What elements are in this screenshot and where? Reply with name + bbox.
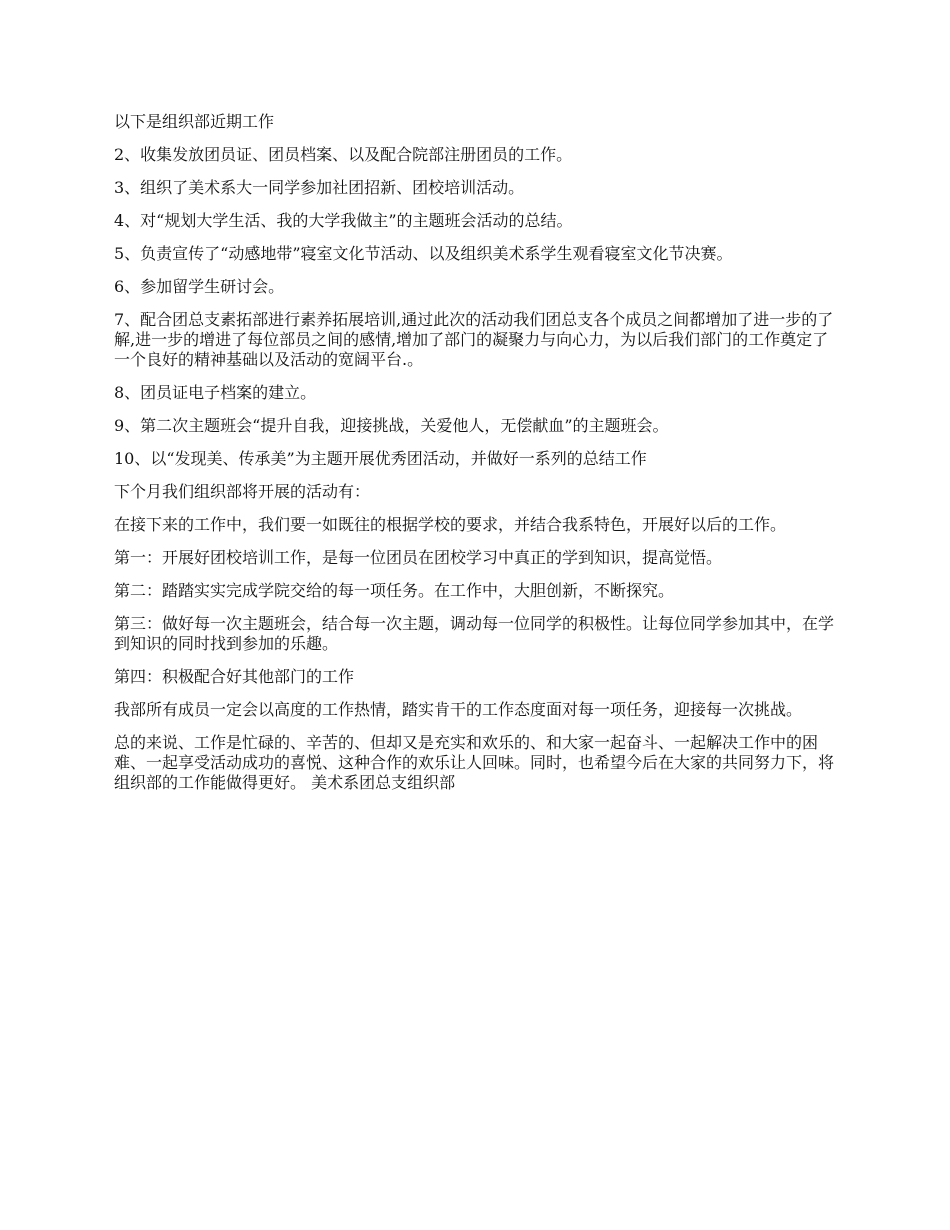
work-item-8: 8、团员证电子档案的建立。: [114, 383, 317, 402]
work-item-10: 10、以“发现美、传承美”为主题开展优秀团活动，并做好一系列的总结工作: [114, 449, 647, 468]
document-body: [114, 112, 842, 806]
intro-line: 以下是组织部近期工作: [114, 112, 275, 131]
plan-intro: 在接下来的工作中，我们要一如既往的根据学校的要求，并结合我系特色，开展好以后的工作。: [114, 515, 787, 534]
work-item-4: 4、对“规划大学生活、我的大学我做主”的主题班会活动的总结。: [114, 211, 573, 230]
next-month-heading: 下个月我们组织部将开展的活动有：: [114, 482, 371, 501]
plan-item-2: 第二：踏踏实实完成学院交给的每一项任务。在工作中，大胆创新，不断探究。: [114, 581, 675, 600]
summary-paragraph: 总的来说、工作是忙碌的、辛苦的、但却又是充实和欢乐的、和大家一起奋斗、一起解决工作中的困难、一起享受活动成功的喜悦、这种合作的欢乐让人回味。同时，也希望今后在大家的共同努力下，将组织部的工作能做得更好。 美术系团总支组织部: [114, 733, 835, 792]
work-item-7: 7、配合团总支素拓部进行素养拓展培训,通过此次的活动我们团总支各个成员之间都增加了进一步的了解,进一步的增进了每位部员之间的感情,增加了部门的凝聚力与向心力，为以后我们部门的工作奠定了一个良好的精神基础以及活动的宽阔平台.。: [114, 310, 834, 369]
plan-item-3: 第三：做好每一次主题班会，结合每一次主题，调动每一位同学的积极性。让每位同学参加其中，在学到知识的同时找到参加的乐趣。: [114, 614, 835, 653]
work-item-2: 2、收集发放团员证、团员档案、以及配合院部注册团员的工作。: [114, 145, 573, 164]
work-item-6: 6、参加留学生研讨会。: [114, 277, 285, 296]
plan-item-1: 第一：开展好团校培训工作，是每一位团员在团校学习中真正的学到知识，提高觉悟。: [114, 548, 723, 567]
commitment-paragraph: 我部所有成员一定会以高度的工作热情，踏实肯干的工作态度面对每一项任务，迎接每一次挑战。: [114, 700, 803, 719]
work-item-5: 5、负责宣传了“动感地带”寝室文化节活动、以及组织美术系学生观看寝室文化节决赛。: [114, 244, 733, 263]
work-item-3: 3、组织了美术系大一同学参加社团招新、团校培训活动。: [114, 178, 525, 197]
work-item-9: 9、第二次主题班会“提升自我，迎接挑战，关爱他人，无偿献血”的主题班会。: [114, 416, 669, 435]
plan-item-4: 第四：积极配合好其他部门的工作: [114, 667, 355, 686]
